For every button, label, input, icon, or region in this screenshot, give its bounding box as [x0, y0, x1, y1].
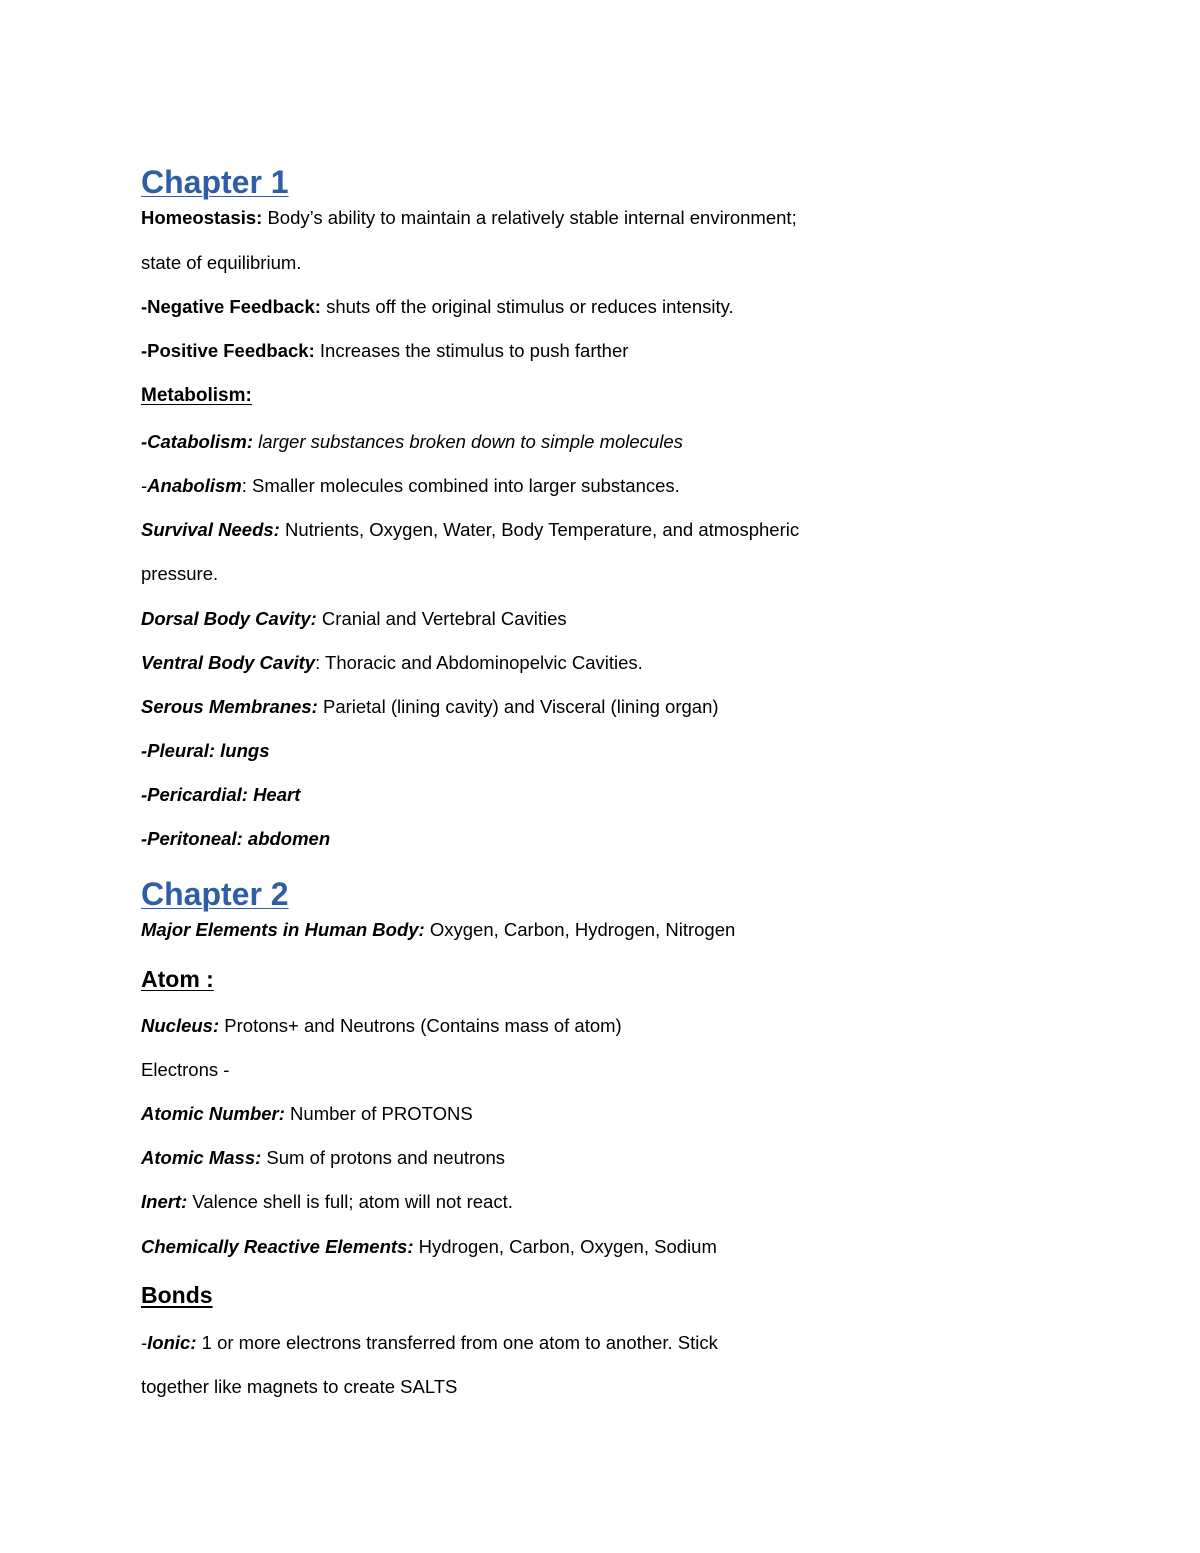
- catabolism-line: [141, 431, 683, 453]
- chapter-2-heading: Chapter 2: [141, 876, 289, 912]
- definition: larger substances broken down to simple molecules: [253, 431, 683, 452]
- term: Serous Membranes:: [141, 696, 318, 717]
- definition: Protons+ and Neutrons (Contains mass of atom): [219, 1015, 622, 1036]
- reactive-elements-line: [141, 1236, 717, 1258]
- term: -Catabolism:: [141, 431, 254, 452]
- survival-needs-line: [141, 519, 799, 541]
- homeostasis-continuation: state of equilibrium.: [141, 252, 302, 273]
- atomic-number-line: [141, 1103, 473, 1125]
- bonds-heading: Bonds: [141, 1282, 213, 1308]
- major-elements-line: [141, 919, 735, 941]
- term: -Negative Feedback:: [141, 296, 321, 317]
- nucleus-line: [141, 1015, 622, 1037]
- serous-membranes-line: [141, 696, 719, 718]
- dash: -: [141, 475, 148, 496]
- dash: -: [141, 1332, 148, 1353]
- term: Ionic:: [147, 1332, 197, 1353]
- negative-feedback-line: [141, 296, 734, 318]
- ventral-cavity-line: [141, 652, 643, 674]
- definition: Hydrogen, Carbon, Oxygen, Sodium: [413, 1236, 717, 1257]
- term: Chemically Reactive Elements:: [141, 1236, 414, 1257]
- definition: : Smaller molecules combined into larger substances.: [241, 475, 680, 496]
- pericardial-line: -Pericardial: Heart: [141, 784, 301, 805]
- atomic-mass-line: [141, 1147, 505, 1169]
- dorsal-cavity-line: [141, 608, 567, 630]
- definition: Nutrients, Oxygen, Water, Body Temperature, and atmospheric: [279, 519, 800, 540]
- ionic-continuation: together like magnets to create SALTS: [141, 1376, 458, 1397]
- term: -Positive Feedback:: [141, 340, 315, 361]
- term: Atomic Number:: [141, 1103, 285, 1124]
- term: Homeostasis:: [141, 207, 263, 228]
- term: Ventral Body Cavity: [141, 652, 316, 673]
- definition: Increases the stimulus to push farther: [314, 340, 629, 361]
- homeostasis-line: [141, 207, 797, 229]
- peritoneal-line: -Peritoneal: abdomen: [141, 828, 331, 849]
- anabolism-line: [141, 475, 680, 497]
- positive-feedback-line: [141, 340, 628, 362]
- atom-heading: Atom :: [141, 966, 214, 992]
- term: Survival Needs:: [141, 519, 280, 540]
- ionic-line: [141, 1332, 718, 1354]
- term: Major Elements in Human Body:: [141, 919, 425, 940]
- definition: Oxygen, Carbon, Hydrogen, Nitrogen: [424, 919, 736, 940]
- definition: Valence shell is full; atom will not react.: [187, 1191, 513, 1212]
- definition: Parietal (lining cavity) and Visceral (lining organ): [317, 696, 719, 717]
- definition: shuts off the original stimulus or reduces intensity.: [320, 296, 734, 317]
- term: Anabolism: [147, 475, 242, 496]
- definition: 1 or more electrons transferred from one atom to another. Stick: [196, 1332, 718, 1353]
- definition: : Thoracic and Abdominopelvic Cavities.: [315, 652, 643, 673]
- metabolism-heading: Metabolism:: [141, 385, 252, 406]
- definition: Number of PROTONS: [284, 1103, 473, 1124]
- pleural-line: -Pleural: lungs: [141, 740, 270, 761]
- term: Atomic Mass:: [141, 1147, 262, 1168]
- term: Nucleus:: [141, 1015, 220, 1036]
- definition: Cranial and Vertebral Cavities: [316, 608, 567, 629]
- chapter-1-heading: Chapter 1: [141, 164, 289, 200]
- survival-needs-continuation: pressure.: [141, 563, 219, 584]
- inert-line: [141, 1191, 513, 1213]
- definition: Sum of protons and neutrons: [261, 1147, 506, 1168]
- electrons-line: Electrons -: [141, 1059, 230, 1080]
- term: Dorsal Body Cavity:: [141, 608, 317, 629]
- definition: Body’s ability to maintain a relatively stable internal environment;: [262, 207, 797, 228]
- term: Inert:: [141, 1191, 188, 1212]
